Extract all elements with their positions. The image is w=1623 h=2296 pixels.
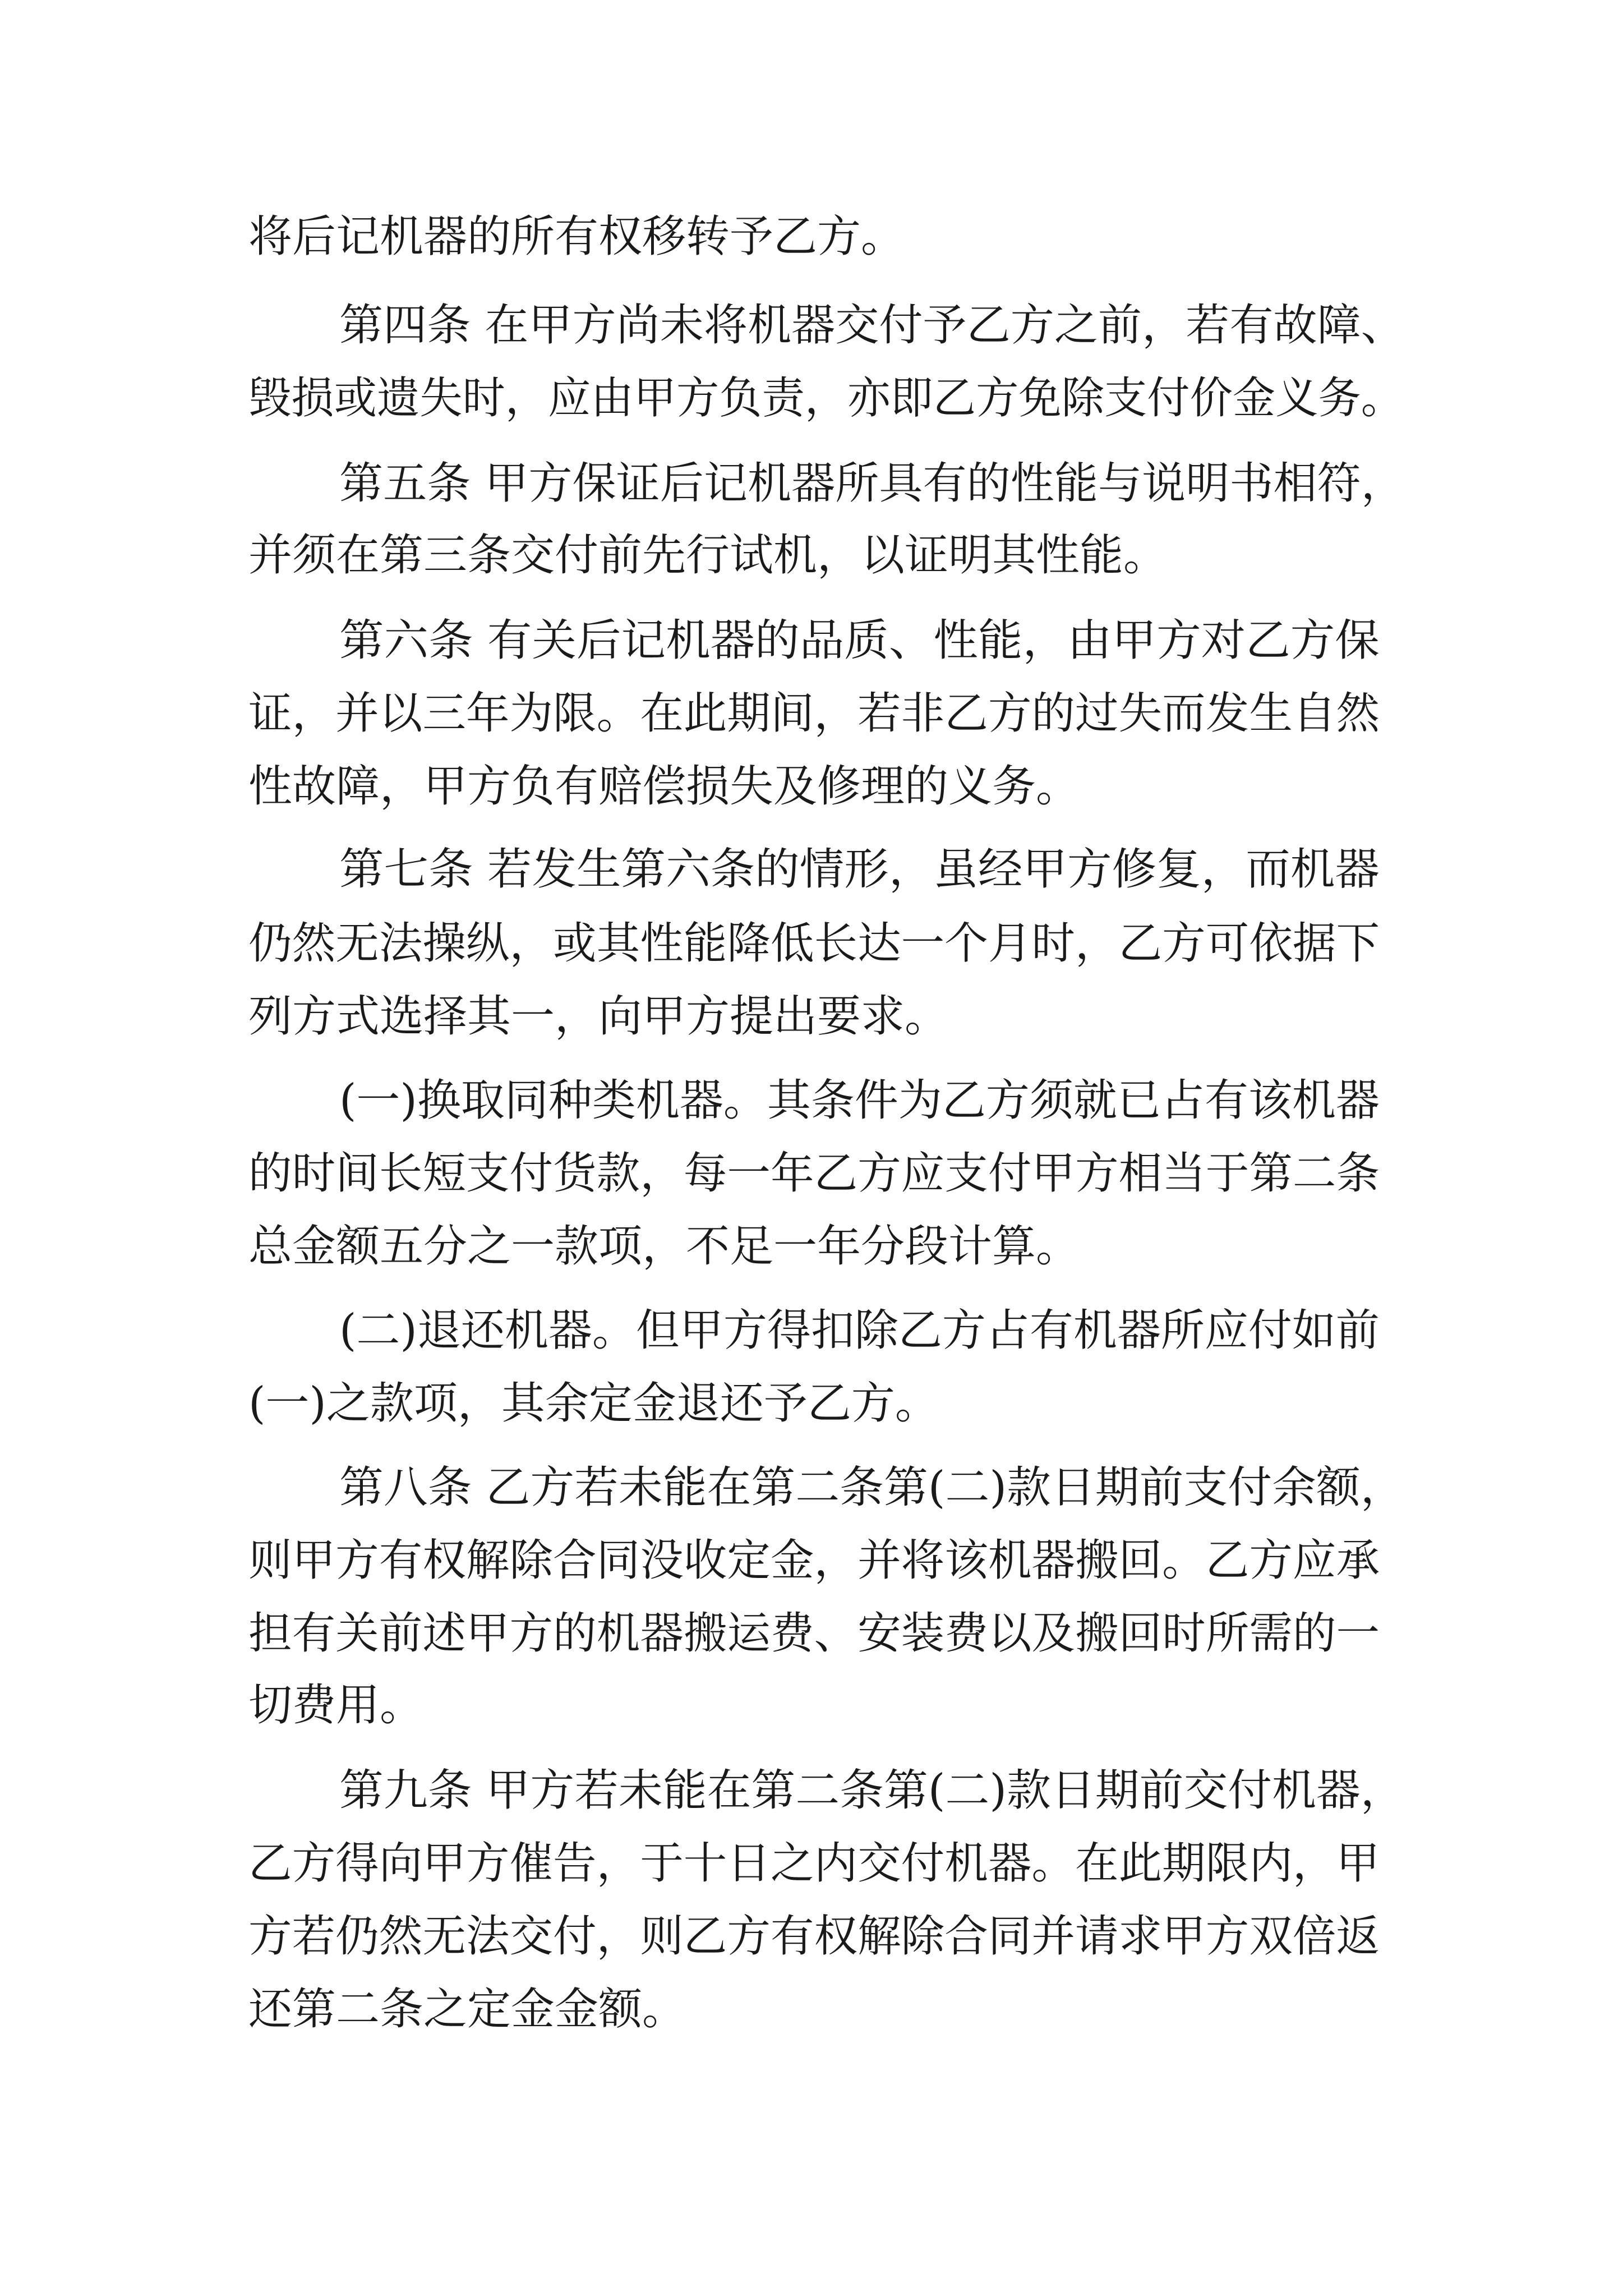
- text-line-14: 总金额五分之一款项，不足一年分段计算。: [248, 1221, 1080, 1272]
- text-line-3: 毁损或遗失时，应由甲方负责，亦即乙方免除支付价金义务。: [248, 373, 1404, 424]
- text-line-10: 仍然无法操纵，或其性能降低长达一个月时，乙方可依据下: [248, 918, 1380, 969]
- text-line-12: (一)换取同种类机器。其条件为乙方须就已占有该机器: [339, 1075, 1380, 1126]
- text-line-6: 第六条 有关后记机器的品质、性能，由甲方对乙方保: [339, 615, 1380, 666]
- text-line-8: 性故障，甲方负有赔偿损失及修理的义务。: [248, 761, 1080, 812]
- text-line-5: 并须在第三条交付前先行试机，以证明其性能。: [248, 530, 1168, 581]
- text-line-20: 切费用。: [248, 1680, 424, 1731]
- text-line-21: 第九条 甲方若未能在第二条第(二)款日期前交付机器，: [339, 1765, 1405, 1816]
- text-line-9: 第七条 若发生第六条的情形，虽经甲方修复，而机器: [339, 844, 1380, 895]
- text-line-18: 则甲方有权解除合同没收定金，并将该机器搬回。乙方应承: [248, 1535, 1380, 1586]
- text-line-22: 乙方得向甲方催告，于十日之内交付机器。在此期限内，甲: [248, 1838, 1380, 1889]
- text-line-11: 列方式选择其一，向甲方提出要求。: [248, 991, 949, 1042]
- text-line-17: 第八条 乙方若未能在第二条第(二)款日期前支付余额，: [339, 1462, 1405, 1513]
- text-line-13: 的时间长短支付货款，每一年乙方应支付甲方相当于第二条: [248, 1148, 1380, 1199]
- text-line-2: 第四条 在甲方尚未将机器交付予乙方之前，若有故障、: [339, 300, 1405, 351]
- text-line-19: 担有关前述甲方的机器搬运费、安装费以及搬回时所需的一: [248, 1608, 1380, 1659]
- text-line-4: 第五条 甲方保证后记机器所具有的性能与说明书相符，: [339, 458, 1405, 509]
- text-line-1: 将后记机器的所有权移转予乙方。: [248, 211, 905, 262]
- text-line-15: (二)退还机器。但甲方得扣除乙方占有机器所应付如前: [339, 1305, 1380, 1356]
- text-line-24: 还第二条之定金金额。: [248, 1984, 686, 2035]
- text-line-7: 证，并以三年为限。在此期间，若非乙方的过失而发生自然: [248, 688, 1380, 739]
- text-line-23: 方若仍然无法交付，则乙方有权解除合同并请求甲方双倍返: [248, 1911, 1380, 1962]
- text-line-16: (一)之款项，其余定金退还予乙方。: [248, 1378, 939, 1429]
